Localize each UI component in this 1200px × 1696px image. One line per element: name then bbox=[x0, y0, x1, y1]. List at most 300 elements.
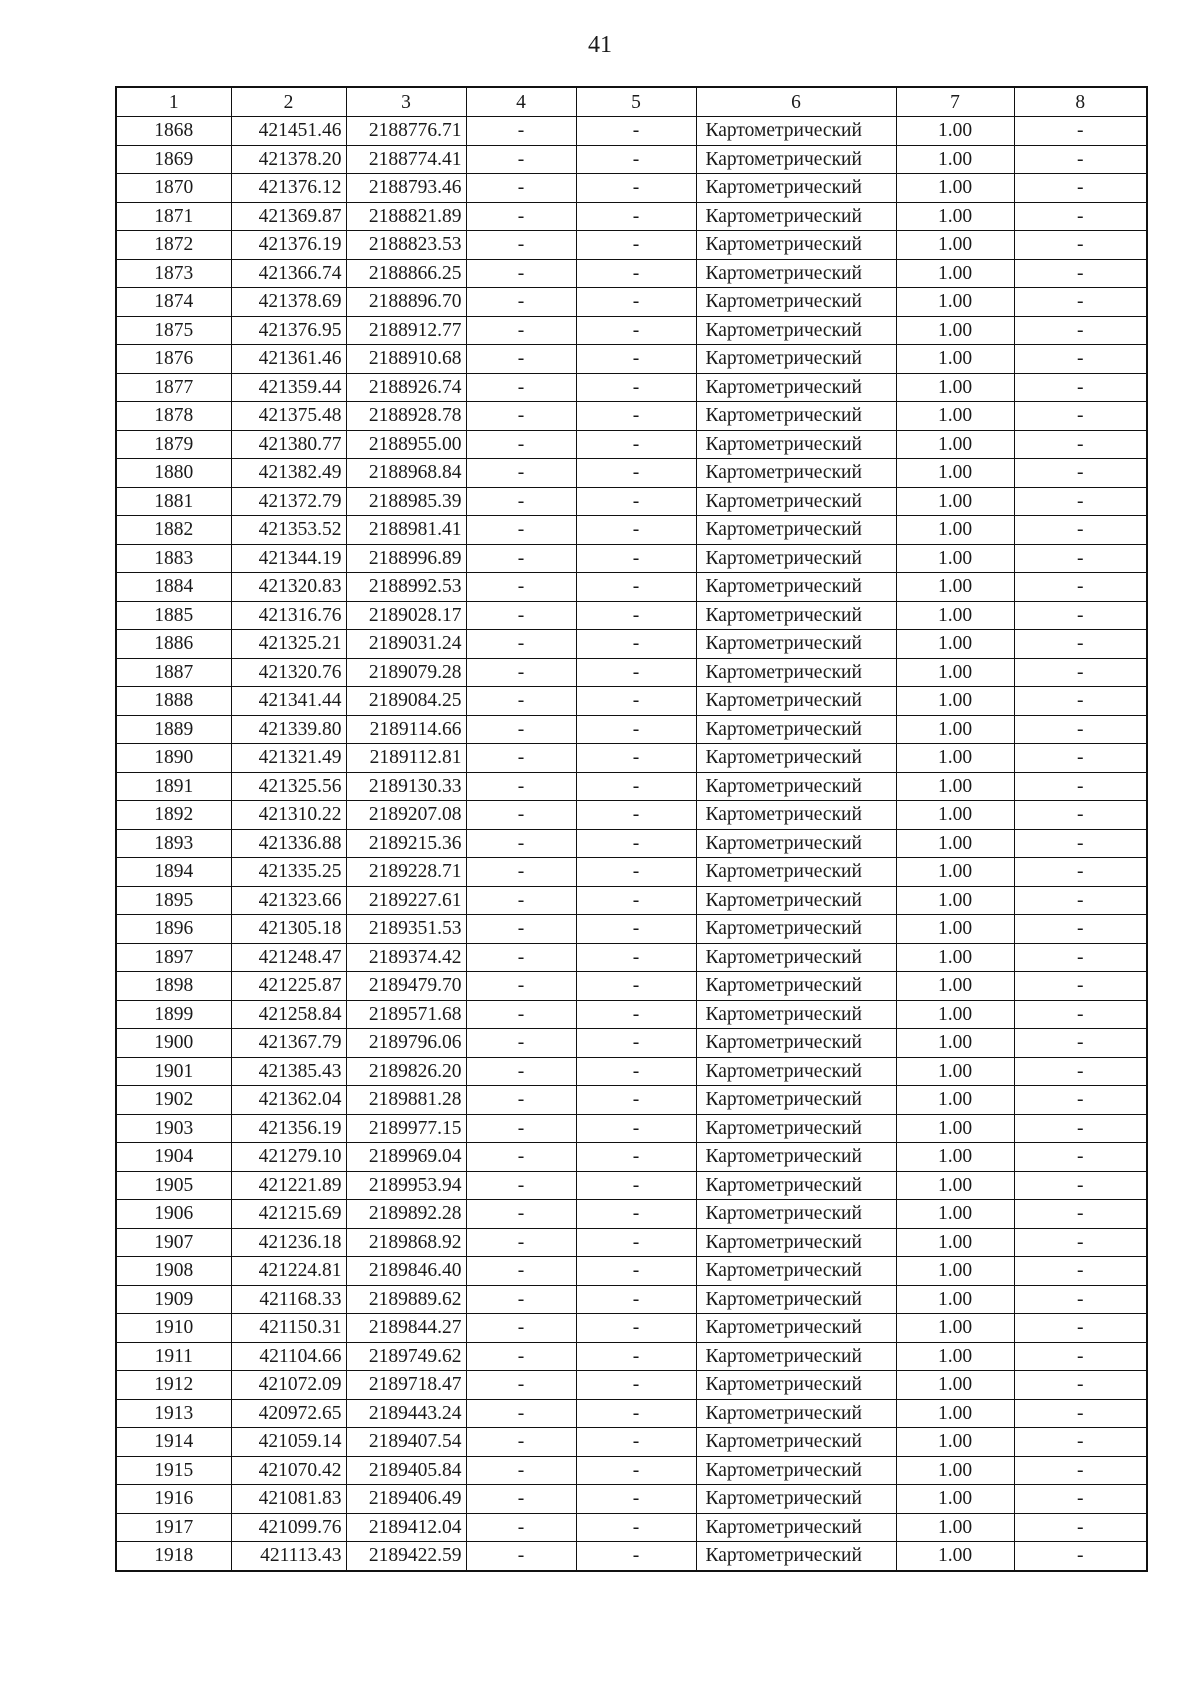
x-coordinate-cell: 421215.69 bbox=[231, 1200, 346, 1229]
table-row bbox=[116, 1399, 1147, 1428]
point-number-cell: 1918 bbox=[116, 1542, 231, 1571]
table-row bbox=[116, 402, 1147, 431]
x-coordinate-cell: 421113.43 bbox=[231, 1542, 346, 1571]
point-number-cell: 1874 bbox=[116, 288, 231, 317]
col4-cell: - bbox=[466, 259, 576, 288]
x-coordinate-cell: 421224.81 bbox=[231, 1257, 346, 1286]
method-cell: Картометрический bbox=[696, 430, 896, 459]
col8-cell: - bbox=[1014, 259, 1147, 288]
column-header-6: 6 bbox=[696, 87, 896, 117]
x-coordinate-cell: 421382.49 bbox=[231, 459, 346, 488]
table-row bbox=[116, 1456, 1147, 1485]
point-number-cell: 1881 bbox=[116, 487, 231, 516]
method-cell: Картометрический bbox=[696, 231, 896, 260]
accuracy-cell: 1.00 bbox=[896, 772, 1014, 801]
col5-cell: - bbox=[576, 145, 696, 174]
y-coordinate-cell: 2188968.84 bbox=[346, 459, 466, 488]
method-cell: Картометрический bbox=[696, 1513, 896, 1542]
point-number-cell: 1904 bbox=[116, 1143, 231, 1172]
col5-cell: - bbox=[576, 117, 696, 146]
accuracy-cell: 1.00 bbox=[896, 231, 1014, 260]
accuracy-cell: 1.00 bbox=[896, 459, 1014, 488]
method-cell: Картометрический bbox=[696, 630, 896, 659]
col5-cell: - bbox=[576, 544, 696, 573]
col8-cell: - bbox=[1014, 630, 1147, 659]
column-header-1: 1 bbox=[116, 87, 231, 117]
method-cell: Картометрический bbox=[696, 259, 896, 288]
method-cell: Картометрический bbox=[696, 858, 896, 887]
accuracy-cell: 1.00 bbox=[896, 1114, 1014, 1143]
table-row bbox=[116, 801, 1147, 830]
x-coordinate-cell: 421310.22 bbox=[231, 801, 346, 830]
y-coordinate-cell: 2189844.27 bbox=[346, 1314, 466, 1343]
table-row bbox=[116, 772, 1147, 801]
point-number-cell: 1884 bbox=[116, 573, 231, 602]
table-row bbox=[116, 1285, 1147, 1314]
col8-cell: - bbox=[1014, 231, 1147, 260]
point-number-cell: 1896 bbox=[116, 915, 231, 944]
y-coordinate-cell: 2188776.71 bbox=[346, 117, 466, 146]
col4-cell: - bbox=[466, 801, 576, 830]
y-coordinate-cell: 2189443.24 bbox=[346, 1399, 466, 1428]
method-cell: Картометрический bbox=[696, 1342, 896, 1371]
point-number-cell: 1914 bbox=[116, 1428, 231, 1457]
col8-cell: - bbox=[1014, 459, 1147, 488]
col4-cell: - bbox=[466, 345, 576, 374]
x-coordinate-cell: 421325.56 bbox=[231, 772, 346, 801]
point-number-cell: 1901 bbox=[116, 1057, 231, 1086]
col8-cell: - bbox=[1014, 1513, 1147, 1542]
x-coordinate-cell: 421385.43 bbox=[231, 1057, 346, 1086]
x-coordinate-cell: 421320.83 bbox=[231, 573, 346, 602]
col8-cell: - bbox=[1014, 1257, 1147, 1286]
col5-cell: - bbox=[576, 687, 696, 716]
accuracy-cell: 1.00 bbox=[896, 117, 1014, 146]
y-coordinate-cell: 2189130.33 bbox=[346, 772, 466, 801]
point-number-cell: 1906 bbox=[116, 1200, 231, 1229]
method-cell: Картометрический bbox=[696, 174, 896, 203]
page-number: 41 bbox=[588, 32, 612, 58]
col5-cell: - bbox=[576, 430, 696, 459]
col4-cell: - bbox=[466, 1399, 576, 1428]
method-cell: Картометрический bbox=[696, 1428, 896, 1457]
col4-cell: - bbox=[466, 1485, 576, 1514]
col5-cell: - bbox=[576, 801, 696, 830]
table-row bbox=[116, 202, 1147, 231]
accuracy-cell: 1.00 bbox=[896, 430, 1014, 459]
method-cell: Картометрический bbox=[696, 1371, 896, 1400]
col5-cell: - bbox=[576, 316, 696, 345]
table-row bbox=[116, 544, 1147, 573]
table-body bbox=[116, 117, 1147, 1571]
col5-cell: - bbox=[576, 858, 696, 887]
col4-cell: - bbox=[466, 744, 576, 773]
x-coordinate-cell: 421369.87 bbox=[231, 202, 346, 231]
accuracy-cell: 1.00 bbox=[896, 972, 1014, 1001]
x-coordinate-cell: 421221.89 bbox=[231, 1171, 346, 1200]
accuracy-cell: 1.00 bbox=[896, 1086, 1014, 1115]
table-row bbox=[116, 459, 1147, 488]
column-header-5: 5 bbox=[576, 87, 696, 117]
y-coordinate-cell: 2189953.94 bbox=[346, 1171, 466, 1200]
y-coordinate-cell: 2188928.78 bbox=[346, 402, 466, 431]
table-row bbox=[116, 1114, 1147, 1143]
col8-cell: - bbox=[1014, 402, 1147, 431]
accuracy-cell: 1.00 bbox=[896, 1314, 1014, 1343]
y-coordinate-cell: 2189868.92 bbox=[346, 1228, 466, 1257]
col4-cell: - bbox=[466, 1513, 576, 1542]
accuracy-cell: 1.00 bbox=[896, 601, 1014, 630]
y-coordinate-cell: 2189215.36 bbox=[346, 829, 466, 858]
col8-cell: - bbox=[1014, 345, 1147, 374]
table-row bbox=[116, 1542, 1147, 1571]
table-row bbox=[116, 1171, 1147, 1200]
point-number-cell: 1895 bbox=[116, 886, 231, 915]
y-coordinate-cell: 2188985.39 bbox=[346, 487, 466, 516]
method-cell: Картометрический bbox=[696, 487, 896, 516]
col4-cell: - bbox=[466, 544, 576, 573]
col8-cell: - bbox=[1014, 943, 1147, 972]
col8-cell: - bbox=[1014, 915, 1147, 944]
y-coordinate-cell: 2189422.59 bbox=[346, 1542, 466, 1571]
accuracy-cell: 1.00 bbox=[896, 801, 1014, 830]
col8-cell: - bbox=[1014, 573, 1147, 602]
col5-cell: - bbox=[576, 829, 696, 858]
table-row bbox=[116, 972, 1147, 1001]
col8-cell: - bbox=[1014, 772, 1147, 801]
accuracy-cell: 1.00 bbox=[896, 259, 1014, 288]
x-coordinate-cell: 421361.46 bbox=[231, 345, 346, 374]
y-coordinate-cell: 2189114.66 bbox=[346, 715, 466, 744]
y-coordinate-cell: 2189405.84 bbox=[346, 1456, 466, 1485]
y-coordinate-cell: 2188992.53 bbox=[346, 573, 466, 602]
col5-cell: - bbox=[576, 459, 696, 488]
method-cell: Картометрический bbox=[696, 544, 896, 573]
table-row bbox=[116, 658, 1147, 687]
accuracy-cell: 1.00 bbox=[896, 1542, 1014, 1571]
col4-cell: - bbox=[466, 430, 576, 459]
accuracy-cell: 1.00 bbox=[896, 1200, 1014, 1229]
col4-cell: - bbox=[466, 459, 576, 488]
point-number-cell: 1880 bbox=[116, 459, 231, 488]
col4-cell: - bbox=[466, 1029, 576, 1058]
accuracy-cell: 1.00 bbox=[896, 145, 1014, 174]
col5-cell: - bbox=[576, 402, 696, 431]
y-coordinate-cell: 2188926.74 bbox=[346, 373, 466, 402]
point-number-cell: 1905 bbox=[116, 1171, 231, 1200]
col4-cell: - bbox=[466, 1285, 576, 1314]
method-cell: Картометрический bbox=[696, 202, 896, 231]
accuracy-cell: 1.00 bbox=[896, 1342, 1014, 1371]
point-number-cell: 1870 bbox=[116, 174, 231, 203]
col4-cell: - bbox=[466, 1342, 576, 1371]
table-row bbox=[116, 231, 1147, 260]
accuracy-cell: 1.00 bbox=[896, 744, 1014, 773]
y-coordinate-cell: 2189228.71 bbox=[346, 858, 466, 887]
col8-cell: - bbox=[1014, 1057, 1147, 1086]
col5-cell: - bbox=[576, 1029, 696, 1058]
x-coordinate-cell: 421451.46 bbox=[231, 117, 346, 146]
col4-cell: - bbox=[466, 1257, 576, 1286]
x-coordinate-cell: 421325.21 bbox=[231, 630, 346, 659]
table-row bbox=[116, 1200, 1147, 1229]
col8-cell: - bbox=[1014, 1143, 1147, 1172]
col5-cell: - bbox=[576, 630, 696, 659]
col4-cell: - bbox=[466, 972, 576, 1001]
col4-cell: - bbox=[466, 202, 576, 231]
table-row bbox=[116, 601, 1147, 630]
col4-cell: - bbox=[466, 117, 576, 146]
y-coordinate-cell: 2189406.49 bbox=[346, 1485, 466, 1514]
y-coordinate-cell: 2189571.68 bbox=[346, 1000, 466, 1029]
col4-cell: - bbox=[466, 1371, 576, 1400]
x-coordinate-cell: 421248.47 bbox=[231, 943, 346, 972]
col8-cell: - bbox=[1014, 430, 1147, 459]
point-number-cell: 1887 bbox=[116, 658, 231, 687]
table-row bbox=[116, 1086, 1147, 1115]
x-coordinate-cell: 421236.18 bbox=[231, 1228, 346, 1257]
method-cell: Картометрический bbox=[696, 1542, 896, 1571]
col4-cell: - bbox=[466, 1428, 576, 1457]
col5-cell: - bbox=[576, 1485, 696, 1514]
x-coordinate-cell: 421378.69 bbox=[231, 288, 346, 317]
col5-cell: - bbox=[576, 972, 696, 1001]
table-row bbox=[116, 715, 1147, 744]
accuracy-cell: 1.00 bbox=[896, 858, 1014, 887]
point-number-cell: 1917 bbox=[116, 1513, 231, 1542]
col5-cell: - bbox=[576, 174, 696, 203]
col4-cell: - bbox=[466, 772, 576, 801]
col8-cell: - bbox=[1014, 288, 1147, 317]
method-cell: Картометрический bbox=[696, 402, 896, 431]
method-cell: Картометрический bbox=[696, 972, 896, 1001]
method-cell: Картометрический bbox=[696, 288, 896, 317]
accuracy-cell: 1.00 bbox=[896, 715, 1014, 744]
method-cell: Картометрический bbox=[696, 1228, 896, 1257]
x-coordinate-cell: 421362.04 bbox=[231, 1086, 346, 1115]
accuracy-cell: 1.00 bbox=[896, 1057, 1014, 1086]
table-row bbox=[116, 259, 1147, 288]
y-coordinate-cell: 2188912.77 bbox=[346, 316, 466, 345]
method-cell: Картометрический bbox=[696, 1057, 896, 1086]
y-coordinate-cell: 2188866.25 bbox=[346, 259, 466, 288]
col5-cell: - bbox=[576, 886, 696, 915]
y-coordinate-cell: 2188996.89 bbox=[346, 544, 466, 573]
col5-cell: - bbox=[576, 373, 696, 402]
point-number-cell: 1907 bbox=[116, 1228, 231, 1257]
col5-cell: - bbox=[576, 1257, 696, 1286]
x-coordinate-cell: 421366.74 bbox=[231, 259, 346, 288]
col5-cell: - bbox=[576, 772, 696, 801]
col4-cell: - bbox=[466, 487, 576, 516]
col4-cell: - bbox=[466, 858, 576, 887]
accuracy-cell: 1.00 bbox=[896, 1029, 1014, 1058]
accuracy-cell: 1.00 bbox=[896, 1143, 1014, 1172]
point-number-cell: 1902 bbox=[116, 1086, 231, 1115]
y-coordinate-cell: 2189028.17 bbox=[346, 601, 466, 630]
point-number-cell: 1891 bbox=[116, 772, 231, 801]
table-row bbox=[116, 687, 1147, 716]
column-header-4: 4 bbox=[466, 87, 576, 117]
table-row bbox=[116, 1371, 1147, 1400]
x-coordinate-cell: 421099.76 bbox=[231, 1513, 346, 1542]
col4-cell: - bbox=[466, 1542, 576, 1571]
table-row bbox=[116, 174, 1147, 203]
y-coordinate-cell: 2189079.28 bbox=[346, 658, 466, 687]
x-coordinate-cell: 421380.77 bbox=[231, 430, 346, 459]
accuracy-cell: 1.00 bbox=[896, 345, 1014, 374]
col5-cell: - bbox=[576, 573, 696, 602]
accuracy-cell: 1.00 bbox=[896, 316, 1014, 345]
accuracy-cell: 1.00 bbox=[896, 1513, 1014, 1542]
table-row bbox=[116, 487, 1147, 516]
col5-cell: - bbox=[576, 1456, 696, 1485]
col5-cell: - bbox=[576, 601, 696, 630]
col8-cell: - bbox=[1014, 1485, 1147, 1514]
x-coordinate-cell: 421323.66 bbox=[231, 886, 346, 915]
y-coordinate-cell: 2188774.41 bbox=[346, 145, 466, 174]
y-coordinate-cell: 2188955.00 bbox=[346, 430, 466, 459]
method-cell: Картометрический bbox=[696, 1029, 896, 1058]
col8-cell: - bbox=[1014, 1000, 1147, 1029]
col4-cell: - bbox=[466, 516, 576, 545]
method-cell: Картометрический bbox=[696, 573, 896, 602]
col4-cell: - bbox=[466, 915, 576, 944]
col8-cell: - bbox=[1014, 658, 1147, 687]
x-coordinate-cell: 421375.48 bbox=[231, 402, 346, 431]
method-cell: Картометрический bbox=[696, 1485, 896, 1514]
col8-cell: - bbox=[1014, 1114, 1147, 1143]
accuracy-cell: 1.00 bbox=[896, 1456, 1014, 1485]
method-cell: Картометрический bbox=[696, 1399, 896, 1428]
table-row bbox=[116, 1228, 1147, 1257]
col8-cell: - bbox=[1014, 715, 1147, 744]
method-cell: Картометрический bbox=[696, 687, 896, 716]
y-coordinate-cell: 2188823.53 bbox=[346, 231, 466, 260]
accuracy-cell: 1.00 bbox=[896, 1000, 1014, 1029]
col4-cell: - bbox=[466, 687, 576, 716]
table-row bbox=[116, 288, 1147, 317]
col8-cell: - bbox=[1014, 858, 1147, 887]
col4-cell: - bbox=[466, 573, 576, 602]
column-header-8: 8 bbox=[1014, 87, 1147, 117]
point-number-cell: 1892 bbox=[116, 801, 231, 830]
y-coordinate-cell: 2189031.24 bbox=[346, 630, 466, 659]
x-coordinate-cell: 421376.12 bbox=[231, 174, 346, 203]
x-coordinate-cell: 421376.19 bbox=[231, 231, 346, 260]
point-number-cell: 1886 bbox=[116, 630, 231, 659]
point-number-cell: 1872 bbox=[116, 231, 231, 260]
point-number-cell: 1882 bbox=[116, 516, 231, 545]
x-coordinate-cell: 421367.79 bbox=[231, 1029, 346, 1058]
accuracy-cell: 1.00 bbox=[896, 1171, 1014, 1200]
y-coordinate-cell: 2189889.62 bbox=[346, 1285, 466, 1314]
table-row bbox=[116, 145, 1147, 174]
col8-cell: - bbox=[1014, 373, 1147, 402]
col8-cell: - bbox=[1014, 1086, 1147, 1115]
col4-cell: - bbox=[466, 943, 576, 972]
point-number-cell: 1910 bbox=[116, 1314, 231, 1343]
table-row bbox=[116, 858, 1147, 887]
col4-cell: - bbox=[466, 1200, 576, 1229]
col5-cell: - bbox=[576, 1000, 696, 1029]
accuracy-cell: 1.00 bbox=[896, 687, 1014, 716]
accuracy-cell: 1.00 bbox=[896, 1257, 1014, 1286]
y-coordinate-cell: 2188821.89 bbox=[346, 202, 466, 231]
col4-cell: - bbox=[466, 1086, 576, 1115]
table-row bbox=[116, 117, 1147, 146]
method-cell: Картометрический bbox=[696, 459, 896, 488]
table-row bbox=[116, 1342, 1147, 1371]
column-header-7: 7 bbox=[896, 87, 1014, 117]
col5-cell: - bbox=[576, 1314, 696, 1343]
method-cell: Картометрический bbox=[696, 1200, 896, 1229]
col4-cell: - bbox=[466, 715, 576, 744]
x-coordinate-cell: 421376.95 bbox=[231, 316, 346, 345]
col8-cell: - bbox=[1014, 601, 1147, 630]
point-number-cell: 1868 bbox=[116, 117, 231, 146]
accuracy-cell: 1.00 bbox=[896, 516, 1014, 545]
point-number-cell: 1893 bbox=[116, 829, 231, 858]
col4-cell: - bbox=[466, 288, 576, 317]
point-number-cell: 1912 bbox=[116, 1371, 231, 1400]
accuracy-cell: 1.00 bbox=[896, 943, 1014, 972]
col8-cell: - bbox=[1014, 1456, 1147, 1485]
table-row bbox=[116, 1143, 1147, 1172]
col8-cell: - bbox=[1014, 1029, 1147, 1058]
table-row bbox=[116, 1428, 1147, 1457]
method-cell: Картометрический bbox=[696, 772, 896, 801]
y-coordinate-cell: 2188896.70 bbox=[346, 288, 466, 317]
col5-cell: - bbox=[576, 231, 696, 260]
col8-cell: - bbox=[1014, 1428, 1147, 1457]
x-coordinate-cell: 421258.84 bbox=[231, 1000, 346, 1029]
point-number-cell: 1908 bbox=[116, 1257, 231, 1286]
col5-cell: - bbox=[576, 1057, 696, 1086]
table-row bbox=[116, 1257, 1147, 1286]
method-cell: Картометрический bbox=[696, 373, 896, 402]
method-cell: Картометрический bbox=[696, 658, 896, 687]
point-number-cell: 1890 bbox=[116, 744, 231, 773]
col5-cell: - bbox=[576, 288, 696, 317]
x-coordinate-cell: 421316.76 bbox=[231, 601, 346, 630]
col4-cell: - bbox=[466, 1000, 576, 1029]
x-coordinate-cell: 421336.88 bbox=[231, 829, 346, 858]
col4-cell: - bbox=[466, 231, 576, 260]
y-coordinate-cell: 2189977.15 bbox=[346, 1114, 466, 1143]
method-cell: Картометрический bbox=[696, 1000, 896, 1029]
point-number-cell: 1915 bbox=[116, 1456, 231, 1485]
col5-cell: - bbox=[576, 202, 696, 231]
y-coordinate-cell: 2188793.46 bbox=[346, 174, 466, 203]
point-number-cell: 1888 bbox=[116, 687, 231, 716]
col4-cell: - bbox=[466, 886, 576, 915]
col5-cell: - bbox=[576, 943, 696, 972]
col5-cell: - bbox=[576, 345, 696, 374]
method-cell: Картометрический bbox=[696, 744, 896, 773]
accuracy-cell: 1.00 bbox=[896, 1399, 1014, 1428]
table-row bbox=[116, 1029, 1147, 1058]
y-coordinate-cell: 2189749.62 bbox=[346, 1342, 466, 1371]
y-coordinate-cell: 2189718.47 bbox=[346, 1371, 466, 1400]
x-coordinate-cell: 421356.19 bbox=[231, 1114, 346, 1143]
point-number-cell: 1871 bbox=[116, 202, 231, 231]
col5-cell: - bbox=[576, 1513, 696, 1542]
table-row bbox=[116, 1513, 1147, 1542]
col4-cell: - bbox=[466, 601, 576, 630]
y-coordinate-cell: 2189374.42 bbox=[346, 943, 466, 972]
method-cell: Картометрический bbox=[696, 1257, 896, 1286]
